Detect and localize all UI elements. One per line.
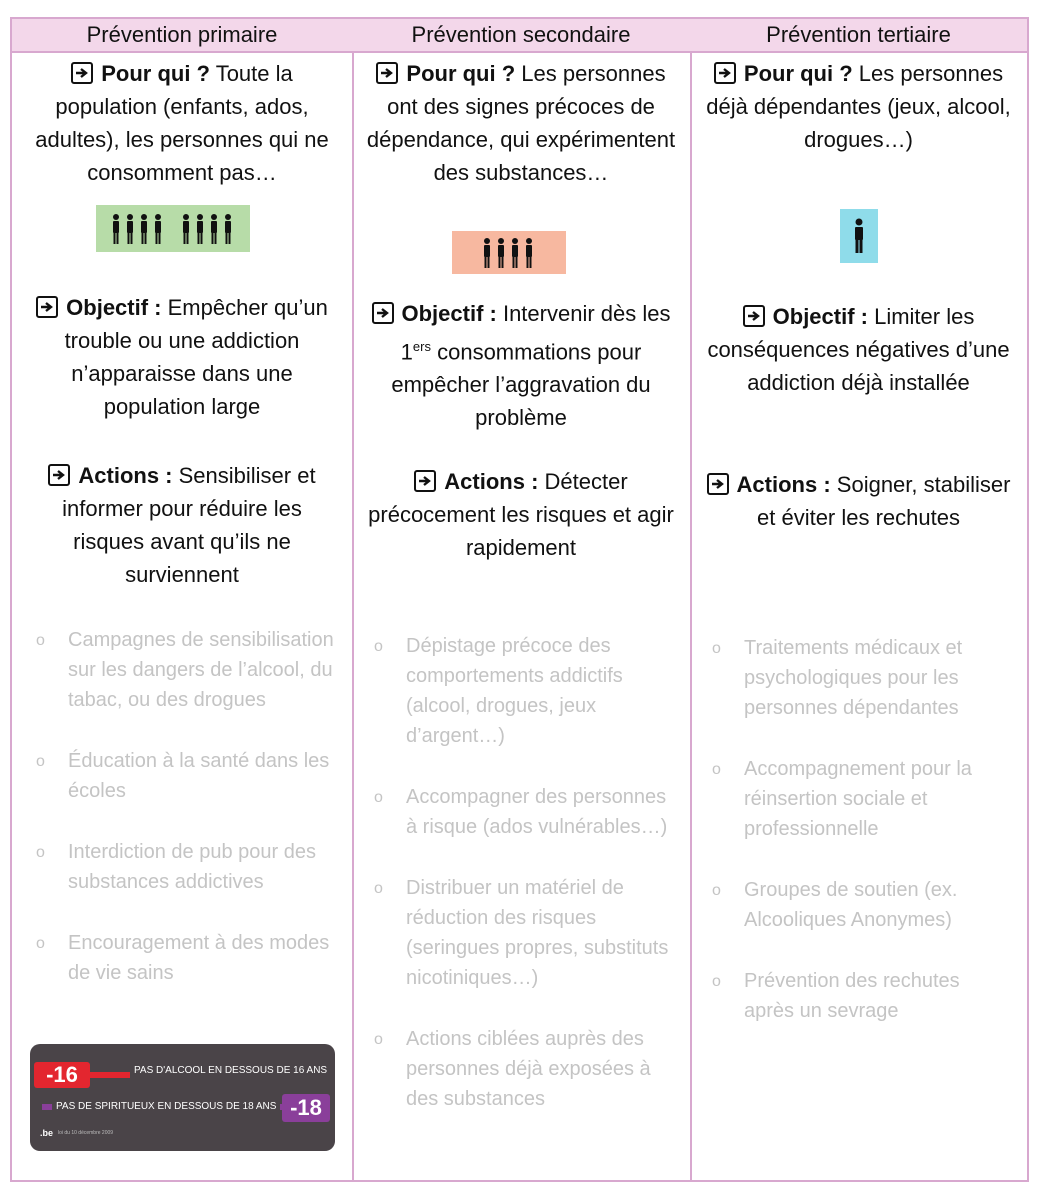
actions-text: Sensibiliser et informer pour réduire les risques avant qu’ils ne surviennent: [62, 463, 316, 587]
objective-block: [26, 291, 338, 423]
column-primary: [12, 19, 354, 1180]
person-icon: [852, 218, 866, 254]
objective-text: Limiter les conséquences négatives d’une addiction déjà installée: [707, 304, 1010, 395]
actions-block: [366, 465, 676, 564]
column-header: Prévention secondaire: [352, 19, 690, 53]
list-item: o Encouragement à des modes de vie sains: [30, 928, 338, 988]
actions-label: Actions :: [78, 463, 173, 488]
poster-tag-16: -16: [34, 1062, 90, 1088]
poster-logo: .be: [40, 1128, 54, 1138]
list-item: o Traitements médicaux et psychologiques pour les personnes dépendantes: [706, 633, 1013, 723]
arrow-box-icon: [71, 62, 93, 84]
people-group-medium: [452, 231, 566, 274]
arrow-box-icon: [707, 473, 729, 495]
list-item: o Campagnes de sensibilisation sur les dangers de l’alcool, du tabac, ou des drogues: [30, 625, 338, 715]
people-group-large: [96, 205, 250, 252]
arrow-box-icon: [48, 464, 70, 486]
who-block: [366, 57, 676, 189]
objective-text-end: consommations pour empêcher l’aggravation du problème: [391, 339, 651, 431]
poster-law-text: loi du 10 décembre 2009: [58, 1130, 114, 1136]
examples-list: [30, 625, 338, 1019]
actions-text: Détecter précocement les risques et agir rapidement: [368, 469, 674, 560]
arrow-box-icon: [372, 302, 394, 324]
people-icon: [180, 213, 236, 245]
arrow-box-icon: [743, 305, 765, 327]
objective-block: [704, 300, 1013, 399]
who-label: Pour qui ?: [406, 61, 516, 86]
list-item: o Dépistage précoce des comportements addictifs (alcool, drogues, jeux d’argent…): [368, 631, 680, 751]
objective-label: Objectif :: [401, 301, 497, 326]
who-block: [704, 57, 1013, 156]
alcohol-age-poster: [30, 1044, 335, 1151]
actions-label: Actions :: [444, 469, 539, 494]
who-text: Les personnes déjà dépendantes (jeux, alcool, drogues…): [706, 61, 1011, 152]
poster-line-18: PAS DE SPIRITUEUX EN DESSOUS DE 18 ANS: [52, 1100, 280, 1114]
list-item: o Groupes de soutien (ex. Alcooliques Anonymes): [706, 875, 1013, 935]
objective-label: Objectif :: [772, 304, 868, 329]
list-item: o Prévention des rechutes après un sevrage: [706, 966, 1013, 1026]
people-icon: [110, 213, 166, 245]
column-secondary: [352, 19, 692, 1180]
actions-label: Actions :: [736, 472, 831, 497]
list-item: o Actions ciblées auprès des personnes déjà exposées à des substances: [368, 1024, 680, 1114]
column-header: Prévention primaire: [12, 19, 352, 53]
who-text: Toute la population (enfants, ados, adultes), les personnes qui ne consomment pas…: [35, 61, 329, 185]
people-icon: [481, 237, 537, 269]
who-text: Les personnes ont des signes précoces de dépendance, qui expérimentent des substances…: [366, 61, 676, 185]
examples-list: [368, 631, 680, 1145]
actions-text: Soigner, stabiliser et éviter les rechutes: [757, 472, 1011, 530]
actions-block: [704, 468, 1013, 534]
column-tertiary: [690, 19, 1027, 1180]
objective-label: Objectif :: [66, 295, 162, 320]
arrow-box-icon: [376, 62, 398, 84]
objective-text: Empêcher qu’un trouble ou une addiction n’apparaisse dans une population large: [64, 295, 328, 419]
poster-line-16: PAS D'ALCOOL EN DESSOUS DE 16 ANS: [130, 1064, 331, 1078]
list-item: o Distribuer un matériel de réduction des risques (seringues propres, substituts nicotiniques…): [368, 873, 680, 993]
column-header: Prévention tertiaire: [690, 19, 1027, 53]
person-single: [840, 209, 878, 263]
list-item: o Accompagner des personnes à risque (ados vulnérables…): [368, 782, 680, 842]
objective-superscript: ers: [412, 339, 431, 354]
who-label: Pour qui ?: [743, 61, 853, 86]
arrow-box-icon: [414, 470, 436, 492]
arrow-box-icon: [714, 62, 736, 84]
list-item: o Interdiction de pub pour des substances addictives: [30, 837, 338, 897]
objective-block: [366, 297, 676, 434]
poster-tag-18: -18: [282, 1094, 330, 1122]
list-item: o Éducation à la santé dans les écoles: [30, 746, 338, 806]
who-label: Pour qui ?: [101, 61, 210, 86]
who-block: [26, 57, 338, 189]
examples-list: [706, 633, 1013, 1057]
prevention-table: [10, 17, 1029, 1182]
arrow-box-icon: [36, 296, 58, 318]
list-item: o Accompagnement pour la réinsertion sociale et professionnelle: [706, 754, 1013, 844]
objective-text: Intervenir dès les 1: [400, 301, 671, 365]
actions-block: [26, 459, 338, 591]
